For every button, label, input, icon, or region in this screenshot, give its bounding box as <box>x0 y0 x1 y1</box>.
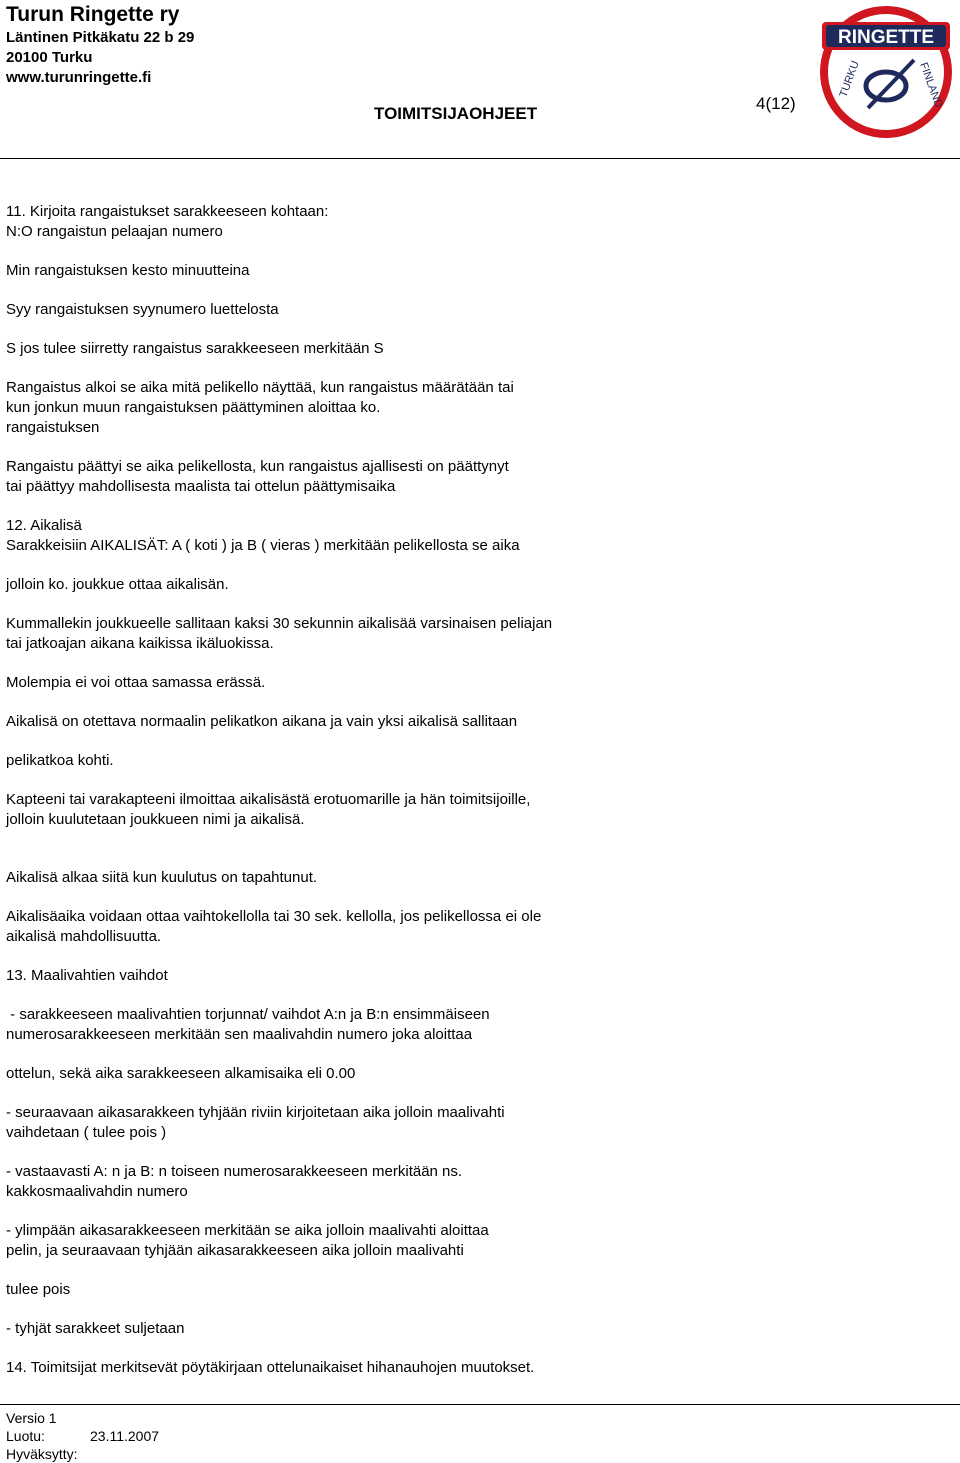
document-footer <box>6 1409 160 1463</box>
text-line: Kapteeni tai varakapteeni ilmoittaa aikalisästä erotuomarille ja hän toimitsijoille, <box>6 791 531 808</box>
text-line: aikalisä mahdollisuutta. <box>6 928 162 945</box>
text-line: N:O rangaistun pelaajan numero <box>6 223 223 240</box>
text-line: 11. Kirjoita rangaistukset sarakkeeseen kohtaan: <box>6 203 329 220</box>
section-heading: 13. Maalivahtien vaihdot <box>6 967 168 984</box>
text-line: - ylimpään aikasarakkeeseen merkitään se aika jolloin maalivahti aloittaa <box>6 1222 489 1239</box>
text-line: vaihdetaan ( tulee pois ) <box>6 1124 167 1141</box>
postal-address: 20100 Turku <box>6 49 93 66</box>
text-line: Aikalisäaika voidaan ottaa vaihtokellolla tai 30 sek. kellolla, jos pelikellossa ei ole <box>6 908 542 925</box>
instructions-body <box>6 202 946 1378</box>
text-line: ottelun, sekä aika sarakkeeseen alkamisaika eli 0.00 <box>6 1065 356 1082</box>
text-line: jolloin kuulutetaan joukkueen nimi ja aikalisä. <box>6 811 305 828</box>
website-link[interactable]: www.turunringette.fi <box>6 69 152 86</box>
text-line: tai päättyy mahdollisesta maalista tai ottelun päättymisaika <box>6 478 396 495</box>
text-line: kun jonkun muun rangaistuksen päättyminen aloittaa ko. <box>6 399 381 416</box>
text-line: Molempia ei voi ottaa samassa erässä. <box>6 674 266 691</box>
text-line: pelin, ja seuraavaan tyhjään aikasarakkeeseen aika jolloin maalivahti <box>6 1242 464 1259</box>
text-line: Rangaistu päättyi se aika pelikellosta, kun rangaistus ajallisesti on päättynyt <box>6 458 509 475</box>
text-line: Aikalisä on otettava normaalin pelikatkon aikana ja vain yksi aikalisä sallitaan <box>6 713 518 730</box>
text-line: tulee pois <box>6 1281 71 1298</box>
street-address: Läntinen Pitkäkatu 22 b 29 <box>6 29 195 46</box>
text-line: jolloin ko. joukkue ottaa aikalisän. <box>6 576 229 593</box>
text-line: - tyhjät sarakkeet suljetaan <box>6 1320 185 1337</box>
text-line: Rangaistus alkoi se aika mitä pelikello näyttää, kun rangaistus määrätään tai <box>6 379 514 396</box>
text-line: kakkosmaalivahdin numero <box>6 1183 188 1200</box>
organization-name: Turun Ringette ry <box>6 3 180 26</box>
text-line: Kummallekin joukkueelle sallitaan kaksi 30 sekunnin aikalisää varsinaisen peliajan <box>6 615 553 632</box>
text-line: numerosarakkeeseen merkitään sen maalivahdin numero joka aloittaa <box>6 1026 473 1043</box>
logo-right-text: FINLAND <box>917 60 945 110</box>
created-date: 23.11.2007 <box>90 1428 160 1444</box>
text-line: pelikatkoa kohti. <box>6 752 114 769</box>
text-line: rangaistuksen <box>6 419 100 436</box>
text-line: Syy rangaistuksen syynumero luettelosta <box>6 301 279 318</box>
section-heading: 12. Aikalisä <box>6 517 82 534</box>
logo-left-text: TURKU <box>837 59 862 100</box>
logo-text: RINGETTE <box>837 27 935 48</box>
text-line: tai jatkoajan aikana kaikissa ikäluokissa. <box>6 635 274 652</box>
text-line: Min rangaistuksen kesto minuutteina <box>6 262 250 279</box>
text-line: - sarakkeeseen maalivahtien torjunnat/ vaihdot A:n ja B:n ensimmäiseen <box>6 1006 490 1023</box>
footer-divider <box>0 1404 960 1405</box>
version-label: Versio 1 <box>6 1410 57 1426</box>
text-line: - seuraavaan aikasarakkeen tyhjään riviin kirjoitetaan aika jolloin maalivahti <box>6 1104 505 1121</box>
text-line: S jos tulee siirretty rangaistus sarakkeeseen merkitään S <box>6 340 384 357</box>
text-line: Sarakkeisiin AIKALISÄT: A ( koti ) ja B ( vieras ) merkitään pelikellosta se aika <box>6 537 520 554</box>
document-title: TOIMITSIJAOHJEET <box>374 104 538 123</box>
ringette-logo-icon <box>816 2 956 142</box>
organization-block <box>6 2 194 88</box>
approved-label: Hyväksytty: <box>6 1446 78 1462</box>
text-line: Aikalisä alkaa siitä kun kuulutus on tapahtunut. <box>6 869 318 886</box>
header-divider <box>0 158 960 159</box>
created-label: Luotu: <box>6 1428 45 1444</box>
section-heading: 14. Toimitsijat merkitsevät pöytäkirjaan ottelunaikaiset hihanauhojen muutokset. <box>6 1359 535 1376</box>
page-number: 4(12) <box>756 94 796 113</box>
text-line: - vastaavasti A: n ja B: n toiseen numerosarakkeeseen merkitään ns. <box>6 1163 463 1180</box>
